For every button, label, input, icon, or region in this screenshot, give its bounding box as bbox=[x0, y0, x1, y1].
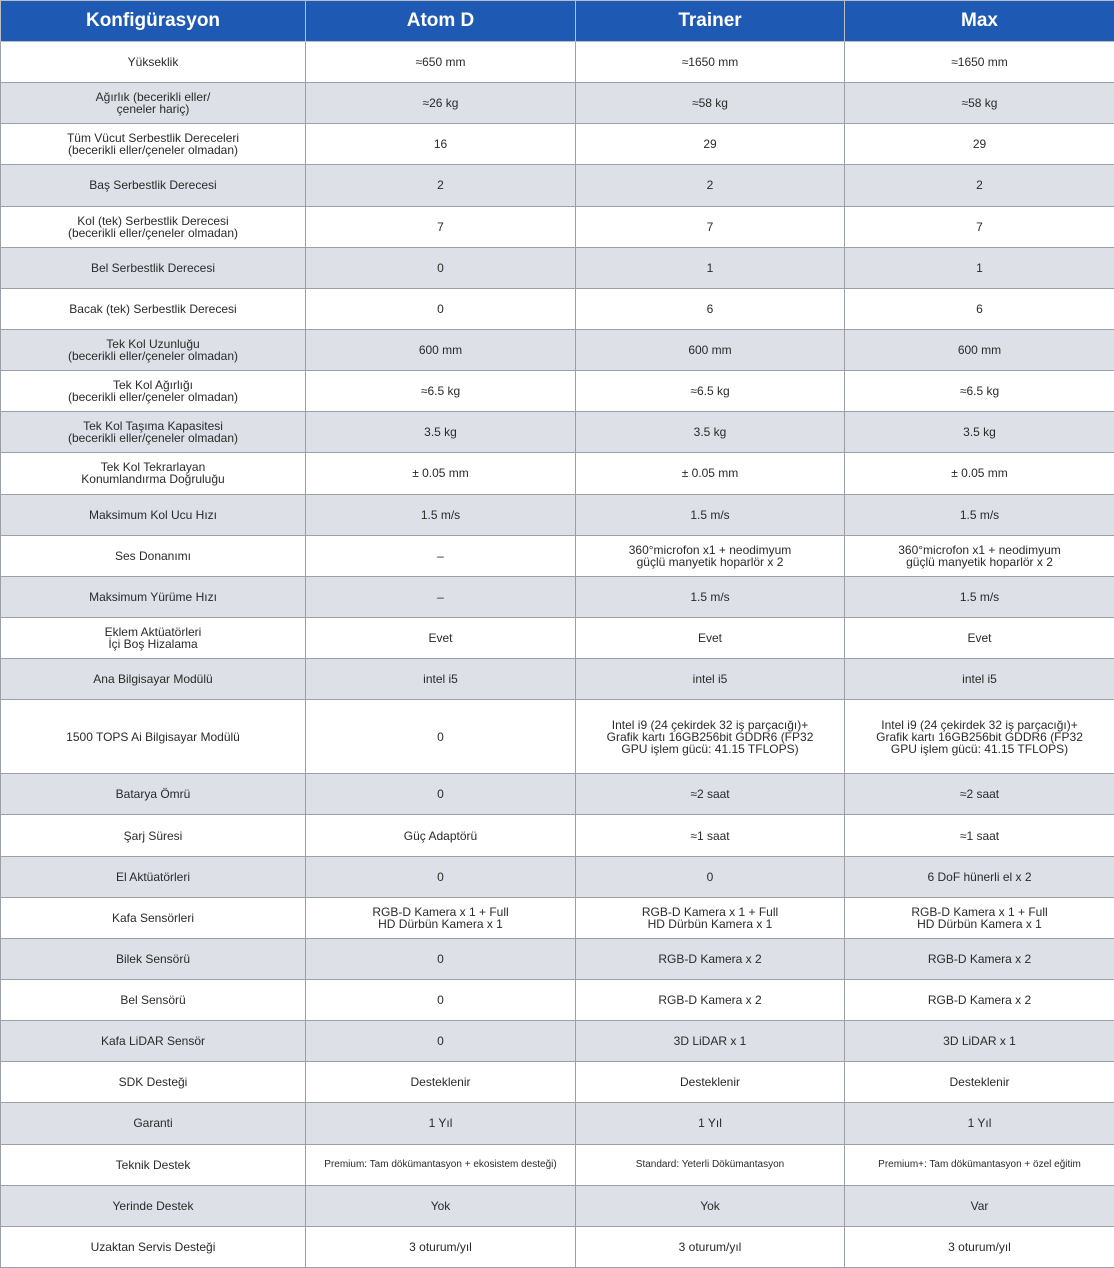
trainer-value-cell: Yok bbox=[576, 1185, 845, 1226]
spec-label-cell: Baş Serbestlik Derecesi bbox=[1, 165, 306, 206]
table-row bbox=[1, 897, 1114, 938]
table-row bbox=[1, 1144, 1114, 1185]
trainer-value-cell: 1.5 m/s bbox=[576, 576, 845, 617]
spec-label-cell: Bacak (tek) Serbestlik Derecesi bbox=[1, 288, 306, 329]
table-row bbox=[1, 1021, 1114, 1062]
trainer-value-cell: ≈58 kg bbox=[576, 83, 845, 124]
trainer-value-cell: 6 bbox=[576, 288, 845, 329]
table-row bbox=[1, 124, 1114, 165]
trainer-value-cell: 3 oturum/yıl bbox=[576, 1226, 845, 1267]
max-value-cell: 6 DoF hünerli el x 2 bbox=[845, 856, 1114, 897]
trainer-value-cell: Evet bbox=[576, 617, 845, 658]
trainer-value-cell: ≈1650 mm bbox=[576, 42, 845, 83]
max-value-cell: RGB-D Kamera x 1 + Full HD Dürbün Kamera x 1 bbox=[845, 897, 1114, 938]
trainer-value-cell: ≈2 saat bbox=[576, 774, 845, 815]
max-value-cell: 3.5 kg bbox=[845, 412, 1114, 453]
max-value-cell: 360°microfon x1 + neodimyum güçlü manyetik hoparlör x 2 bbox=[845, 535, 1114, 576]
max-value-cell: 2 bbox=[845, 165, 1114, 206]
trainer-value-cell: 0 bbox=[576, 856, 845, 897]
table-row bbox=[1, 288, 1114, 329]
table-row bbox=[1, 494, 1114, 535]
max-value-cell: ± 0.05 mm bbox=[845, 453, 1114, 494]
spec-label-cell: Tüm Vücut Serbestlik Dereceleri (becerikli eller/çeneler olmadan) bbox=[1, 124, 306, 165]
spec-label-cell: 1500 TOPS Ai Bilgisayar Modülü bbox=[1, 700, 306, 774]
table-row bbox=[1, 774, 1114, 815]
table-row bbox=[1, 1185, 1114, 1226]
atom-d-value-cell: ≈6.5 kg bbox=[306, 371, 576, 412]
spec-label-cell: Bel Serbestlik Derecesi bbox=[1, 247, 306, 288]
trainer-value-cell: ≈6.5 kg bbox=[576, 371, 845, 412]
trainer-value-cell: 7 bbox=[576, 206, 845, 247]
table-row bbox=[1, 617, 1114, 658]
atom-d-value-cell: 0 bbox=[306, 1021, 576, 1062]
atom-d-value-cell: 600 mm bbox=[306, 329, 576, 370]
max-value-cell: 1 Yıl bbox=[845, 1103, 1114, 1144]
table-row bbox=[1, 329, 1114, 370]
max-value-cell: 3D LiDAR x 1 bbox=[845, 1021, 1114, 1062]
table-row bbox=[1, 535, 1114, 576]
atom-d-value-cell: 0 bbox=[306, 980, 576, 1021]
atom-d-value-cell: 3 oturum/yıl bbox=[306, 1226, 576, 1267]
trainer-value-cell: intel i5 bbox=[576, 659, 845, 700]
spec-label-cell: Kol (tek) Serbestlik Derecesi (becerikli eller/çeneler olmadan) bbox=[1, 206, 306, 247]
trainer-value-cell: RGB-D Kamera x 2 bbox=[576, 938, 845, 979]
header-trainer: Trainer bbox=[576, 1, 845, 42]
max-value-cell: ≈1 saat bbox=[845, 815, 1114, 856]
spec-label-cell: Uzaktan Servis Desteği bbox=[1, 1226, 306, 1267]
spec-label-cell: Eklem Aktüatörleri İçi Boş Hizalama bbox=[1, 617, 306, 658]
spec-label-cell: Yükseklik bbox=[1, 42, 306, 83]
header-row bbox=[1, 1, 1114, 42]
atom-d-value-cell: Yok bbox=[306, 1185, 576, 1226]
spec-label-cell: Kafa Sensörleri bbox=[1, 897, 306, 938]
spec-label-cell: Maksimum Yürüme Hızı bbox=[1, 576, 306, 617]
table-row bbox=[1, 700, 1114, 774]
trainer-value-cell: 360°microfon x1 + neodimyum güçlü manyetik hoparlör x 2 bbox=[576, 535, 845, 576]
atom-d-value-cell: ≈650 mm bbox=[306, 42, 576, 83]
max-value-cell: RGB-D Kamera x 2 bbox=[845, 980, 1114, 1021]
table-row bbox=[1, 42, 1114, 83]
table-row bbox=[1, 165, 1114, 206]
table-row bbox=[1, 247, 1114, 288]
table-row bbox=[1, 1226, 1114, 1267]
atom-d-value-cell: Evet bbox=[306, 617, 576, 658]
trainer-value-cell: 3D LiDAR x 1 bbox=[576, 1021, 845, 1062]
table-row bbox=[1, 453, 1114, 494]
atom-d-value-cell: Desteklenir bbox=[306, 1062, 576, 1103]
max-value-cell: intel i5 bbox=[845, 659, 1114, 700]
spec-label-cell: Tek Kol Tekrarlayan Konumlandırma Doğruluğu bbox=[1, 453, 306, 494]
spec-label-cell: Tek Kol Taşıma Kapasitesi (becerikli eller/çeneler olmadan) bbox=[1, 412, 306, 453]
spec-label-cell: Tek Kol Ağırlığı (becerikli eller/çeneler olmadan) bbox=[1, 371, 306, 412]
atom-d-value-cell: ± 0.05 mm bbox=[306, 453, 576, 494]
header-atom-d: Atom D bbox=[306, 1, 576, 42]
max-value-cell: 7 bbox=[845, 206, 1114, 247]
table-row bbox=[1, 1103, 1114, 1144]
table-row bbox=[1, 371, 1114, 412]
trainer-value-cell: 600 mm bbox=[576, 329, 845, 370]
table-row bbox=[1, 206, 1114, 247]
table-row bbox=[1, 83, 1114, 124]
spec-label-cell: Batarya Ömrü bbox=[1, 774, 306, 815]
max-value-cell: ≈2 saat bbox=[845, 774, 1114, 815]
spec-label-cell: Teknik Destek bbox=[1, 1144, 306, 1185]
max-value-cell: Premium+: Tam dökümantasyon + özel eğitim bbox=[845, 1144, 1114, 1185]
atom-d-value-cell: 16 bbox=[306, 124, 576, 165]
atom-d-value-cell: 0 bbox=[306, 774, 576, 815]
spec-label-cell: Maksimum Kol Ucu Hızı bbox=[1, 494, 306, 535]
table-row bbox=[1, 856, 1114, 897]
max-value-cell: 29 bbox=[845, 124, 1114, 165]
spec-label-cell: Ağırlık (becerikli eller/ çeneler hariç) bbox=[1, 83, 306, 124]
trainer-value-cell: 1 Yıl bbox=[576, 1103, 845, 1144]
trainer-value-cell: Desteklenir bbox=[576, 1062, 845, 1103]
spec-label-cell: Garanti bbox=[1, 1103, 306, 1144]
trainer-value-cell: ± 0.05 mm bbox=[576, 453, 845, 494]
atom-d-value-cell: 0 bbox=[306, 856, 576, 897]
spec-label-cell: Ana Bilgisayar Modülü bbox=[1, 659, 306, 700]
max-value-cell: 3 oturum/yıl bbox=[845, 1226, 1114, 1267]
atom-d-value-cell: 0 bbox=[306, 938, 576, 979]
atom-d-value-cell: RGB-D Kamera x 1 + Full HD Dürbün Kamera x 1 bbox=[306, 897, 576, 938]
atom-d-value-cell: 1 Yıl bbox=[306, 1103, 576, 1144]
table-row bbox=[1, 576, 1114, 617]
spec-label-cell: Bel Sensörü bbox=[1, 980, 306, 1021]
atom-d-value-cell: – bbox=[306, 576, 576, 617]
atom-d-value-cell: 1.5 m/s bbox=[306, 494, 576, 535]
max-value-cell: 1 bbox=[845, 247, 1114, 288]
table-row bbox=[1, 938, 1114, 979]
max-value-cell: 6 bbox=[845, 288, 1114, 329]
atom-d-value-cell: Premium: Tam dökümantasyon + ekosistem desteği) bbox=[306, 1144, 576, 1185]
header-max: Max bbox=[845, 1, 1114, 42]
trainer-value-cell: RGB-D Kamera x 1 + Full HD Dürbün Kamera x 1 bbox=[576, 897, 845, 938]
atom-d-value-cell: 0 bbox=[306, 247, 576, 288]
max-value-cell: ≈58 kg bbox=[845, 83, 1114, 124]
atom-d-value-cell: 2 bbox=[306, 165, 576, 206]
atom-d-value-cell: intel i5 bbox=[306, 659, 576, 700]
atom-d-value-cell: 0 bbox=[306, 700, 576, 774]
atom-d-value-cell: Güç Adaptörü bbox=[306, 815, 576, 856]
table-row bbox=[1, 412, 1114, 453]
atom-d-value-cell: – bbox=[306, 535, 576, 576]
trainer-value-cell: 29 bbox=[576, 124, 845, 165]
max-value-cell: RGB-D Kamera x 2 bbox=[845, 938, 1114, 979]
max-value-cell: 600 mm bbox=[845, 329, 1114, 370]
table-row bbox=[1, 1062, 1114, 1103]
max-value-cell: Evet bbox=[845, 617, 1114, 658]
spec-label-cell: Ses Donanımı bbox=[1, 535, 306, 576]
max-value-cell: ≈1650 mm bbox=[845, 42, 1114, 83]
atom-d-value-cell: 3.5 kg bbox=[306, 412, 576, 453]
max-value-cell: 1.5 m/s bbox=[845, 494, 1114, 535]
table-row bbox=[1, 980, 1114, 1021]
max-value-cell: Intel i9 (24 çekirdek 32 iş parçacığı)+ Grafik kartı 16GB256bit GDDR6 (FP32 GPU işlem gücü: 41.15 TFLOPS) bbox=[845, 700, 1114, 774]
spec-label-cell: Şarj Süresi bbox=[1, 815, 306, 856]
max-value-cell: ≈6.5 kg bbox=[845, 371, 1114, 412]
trainer-value-cell: RGB-D Kamera x 2 bbox=[576, 980, 845, 1021]
max-value-cell: Var bbox=[845, 1185, 1114, 1226]
trainer-value-cell: ≈1 saat bbox=[576, 815, 845, 856]
spec-label-cell: Yerinde Destek bbox=[1, 1185, 306, 1226]
max-value-cell: 1.5 m/s bbox=[845, 576, 1114, 617]
atom-d-value-cell: 7 bbox=[306, 206, 576, 247]
spec-label-cell: SDK Desteği bbox=[1, 1062, 306, 1103]
header-configuration: Konfigürasyon bbox=[1, 1, 306, 42]
trainer-value-cell: 3.5 kg bbox=[576, 412, 845, 453]
trainer-value-cell: Intel i9 (24 çekirdek 32 iş parçacığı)+ Grafik kartı 16GB256bit GDDR6 (FP32 GPU işlem gücü: 41.15 TFLOPS) bbox=[576, 700, 845, 774]
trainer-value-cell: 1.5 m/s bbox=[576, 494, 845, 535]
table-row bbox=[1, 815, 1114, 856]
max-value-cell: Desteklenir bbox=[845, 1062, 1114, 1103]
spec-label-cell: Kafa LiDAR Sensör bbox=[1, 1021, 306, 1062]
atom-d-value-cell: ≈26 kg bbox=[306, 83, 576, 124]
trainer-value-cell: 2 bbox=[576, 165, 845, 206]
spec-label-cell: Tek Kol Uzunluğu (becerikli eller/çeneler olmadan) bbox=[1, 329, 306, 370]
atom-d-value-cell: 0 bbox=[306, 288, 576, 329]
table-row bbox=[1, 659, 1114, 700]
trainer-value-cell: 1 bbox=[576, 247, 845, 288]
spec-label-cell: Bilek Sensörü bbox=[1, 938, 306, 979]
trainer-value-cell: Standard: Yeterli Dökümantasyon bbox=[576, 1144, 845, 1185]
spec-label-cell: El Aktüatörleri bbox=[1, 856, 306, 897]
